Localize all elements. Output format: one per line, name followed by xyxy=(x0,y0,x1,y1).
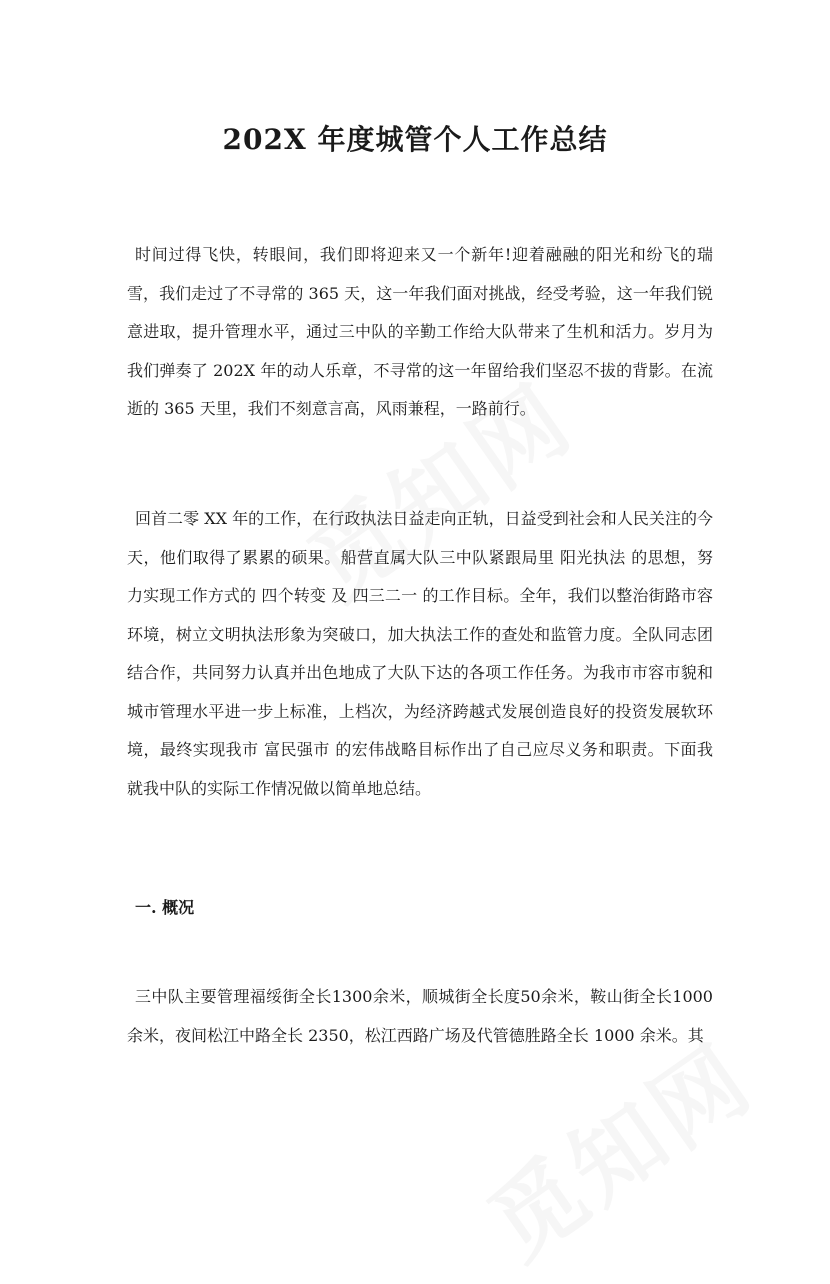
section-heading-overview: 一. 概况 xyxy=(135,898,195,917)
paragraph-intro: 时间过得飞快，转眼间，我们即将迎来又一个新年!迎着融融的阳光和纷飞的瑞雪，我们走过了不寻常的 365 天，这一年我们面对挑战，经受考验，这一年我们锐意进取，提升管理水平，通过三中队的辛勤工作给大队带来了生机和活力。岁月为我们弹奏了 202X 年的动人乐章，不寻常的这一年留给我们坚忍不拔的背影。在流逝的 365 天里，我们不刻意言高，风雨兼程，一路前行。 xyxy=(127,245,713,418)
paragraph-overview: 三中队主要管理福绥街全长1300余米，顺城街全长度50余米，鞍山街全长1000余米，夜间松江中路全长 2350，松江西路广场及代管德胜路全长 1000 余米。其 xyxy=(127,987,713,1045)
document-title: 202X 年度城管个人工作总结 xyxy=(222,123,608,156)
paragraph-review: 回首二零 XX 年的工作，在行政执法日益走向正轨，日益受到社会和人民关注的今天，他们取得了累累的硕果。船营直属大队三中队紧跟局里 阳光执法 的思想，努力实现工作方式的 四个转变 及 四三二一 的工作目标。全年，我们以整治街路市容环境，树立文明执法形象为突破口，加大执法工作的查处和监管力度。全队同志团结合作，共同努力认真并出色地成了大队下达的各项工作任务。为我市市容市貌和城市管理水平进一步上标准，上档次，为经济跨越式发展创造良好的投资发展软环境，最终实现我市 富民强市 的宏伟战略目标作出了自己应尽义务和职责。下面我就我中队的实际工作情况做以简单地总结。 xyxy=(127,509,713,798)
